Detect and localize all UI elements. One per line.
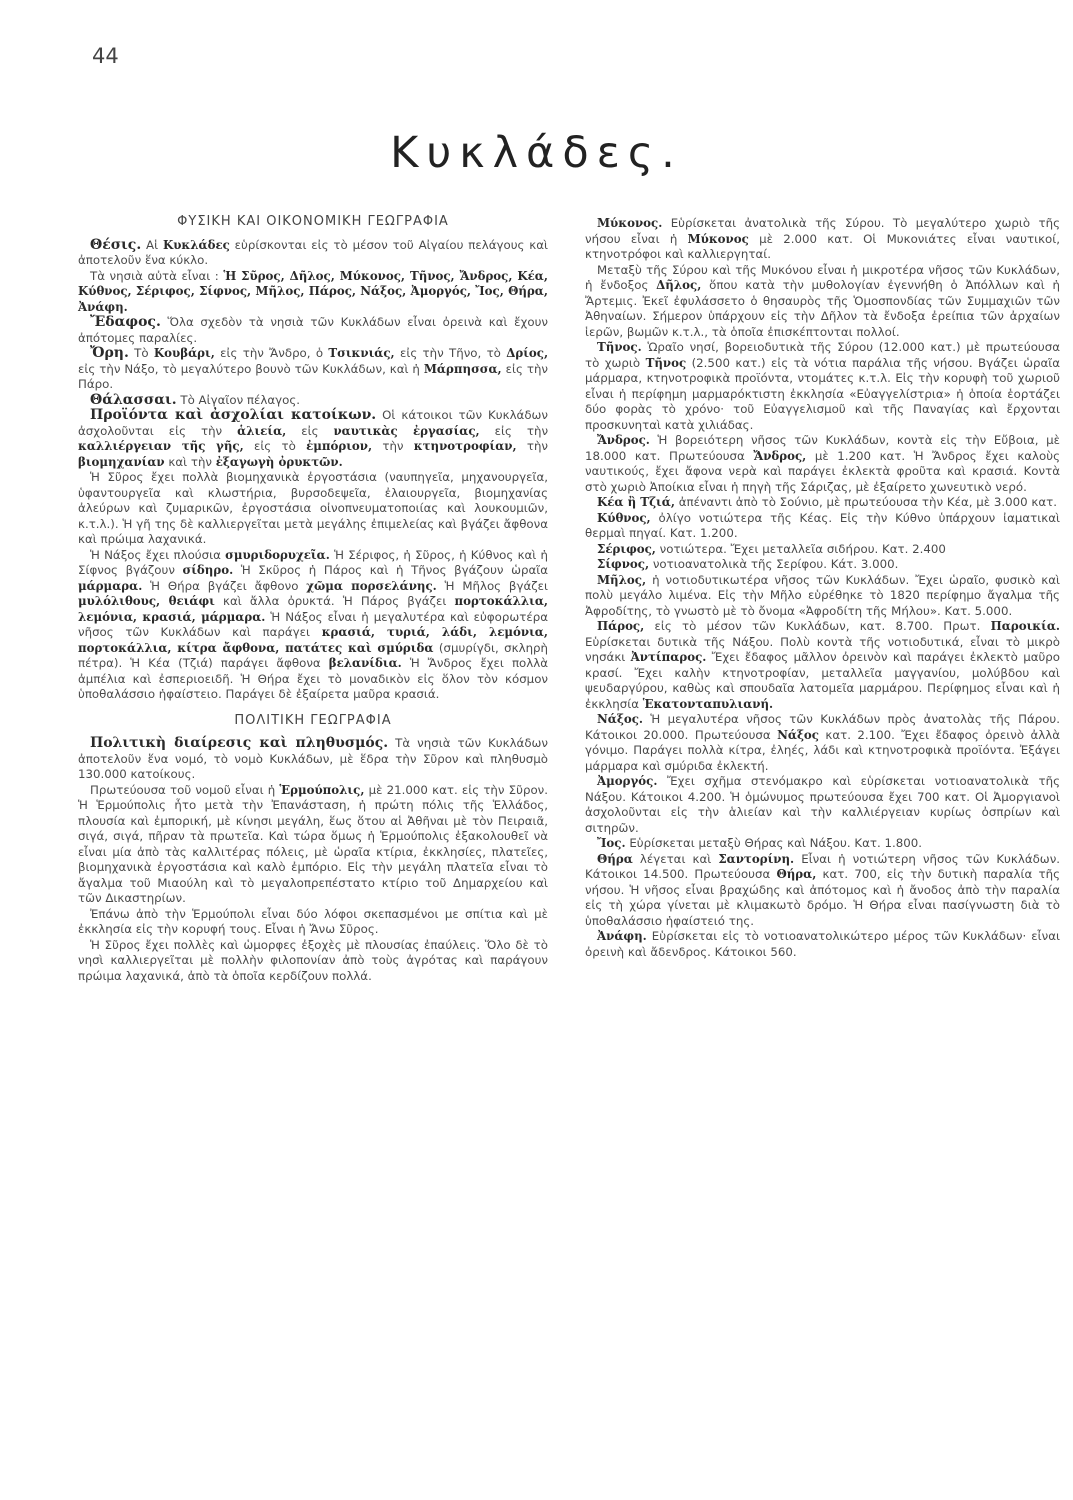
paragraph-milos: Μῆλος, ἡ νοτιοδυτικωτέρα νῆσος τῶν Κυκλάδων. Ἔχει ὡραῖο, φυσικὸ καὶ πολὺ μεγάλο λιμένα. Εἰς τὴν Μῆλο εὑρέθηκε τὸ 1820 περίφημο ἄγαλμα τῆς Ἀφροδίτης, τὸ γνωστὸ μὲ τὸ ὄνομα «Ἀφροδίτη τῆς Μήλου». Κατ. 5.000.: [585, 572, 1061, 618]
paragraph-political-division: Πολιτικὴ διαίρεσις καὶ πληθυσμός. Τὰ νησιὰ τῶν Κυκλάδων ἀποτελοῦν ἕνα νομό, τὸ νομὸ Κυκλάδων, μὲ ἕδρα τὴν Σῦρον καὶ πληθυσμὸ 130.000 κατοίκους.: [78, 735, 549, 781]
paragraph-ios: Ἴος. Εὑρίσκεται μεταξὺ Θήρας καὶ Νάξου. Κατ. 1.800.: [597, 836, 922, 850]
paragraph-syros-industry: Ἡ Σῦρος ἔχει πολλὰ βιομηχανικὰ ἐργοστάσια (ναυπηγεῖα, μηχανουργεῖα, ὑφαντουργεῖα καὶ κλωστήρια, βυρσοδεψεῖα, ἐλαιουργεῖα, βιομηχανίας ἀλεύρων καὶ ζυμαρικῶν, ἐργοστάσια οἰνοπνευματοποιίας καὶ λουκουμιῶν, κ.τ.λ.). Ἡ γῆ της δὲ καλλιεργεῖται μετὰ μεγάλης ἐπιμελείας καὶ βγάζει ἄφθονα καὶ πρώιμα λαχανικά.: [78, 470, 548, 546]
paragraph-islands: Τὰ νησιὰ αὐτὰ εἶναι : Ἡ Σῦρος, Δῆλος, Μύκονος, Τῆνος, Ἄνδρος, Κέα, Κύθνος, Σέριφος, Σίφνος, Μῆλος, Πάρος, Νάξος, Ἀμοργός, Ἴος, Θήρα, Ἀνάφη.: [78, 268, 548, 314]
paragraph-kythnos: Κύθνος, ὀλίγο νοτιώτερα τῆς Κέας. Εἰς τὴν Κύθνο ὑπάρχουν ἰαματικαὶ θερμαὶ πηγαί. Κατ. 1.200.: [585, 510, 1060, 540]
paragraph-delos: Μεταξὺ τῆς Σύρου καὶ τῆς Μυκόνου εἶναι ἡ μικροτέρα νῆσος τῶν Κυκλάδων, ἡ ἔνδοξος Δῆλος, ὅπου κατὰ τὴν μυθολογίαν ἐγεννήθη ὁ Ἀπόλλων καὶ ἡ Ἄρτεμις. Ἐκεῖ ἐφυλάσσετο ὁ θησαυρὸς τῆς Ὁμοσπονδίας τῶν Συμμαχιῶν τῶν Ἀθηναίων. Σήμερον ὑπάρχουν εἰς τὴν Δῆλον τὰ ἔνδοξα ἐρείπια τῶν ἀρχαίων ἱερῶν, βωμῶν κ.τ.λ., τὰ ὁποῖα ἐπισκέπτονται πολλοί.: [585, 262, 1061, 339]
paragraph-anafi: Ἀνάφη. Εὑρίσκεται εἰς τὸ νοτιοανατολικώτερο μέρος τῶν Κυκλάδων· εἶναι ὀρεινὴ καὶ ἄδενδρος. Κάτοικοι 560.: [585, 929, 1060, 959]
paragraph-seas: Θάλασσαι. Τὸ Αἰγαῖον πέλαγος.: [90, 391, 301, 408]
page-number: 44: [92, 44, 119, 68]
paragraph-thira: Θήρα λέγεται καὶ Σαντορίνη. Εἶναι ἡ νοτιώτερη νῆσος τῶν Κυκλάδων. Κάτοικοι 14.500. Πρωτεύουσα Θήρα, κατ. 700, εἰς τὴν δυτικὴ παραλία τῆς νήσου. Ἡ νῆσος εἶναι βραχώδης καὶ ἀπότομος καὶ ἡ ἄνοδος ἀπὸ τὴν παραλία εἰς τὴ χώρα γίνεται μὲ κλιμακωτὸ δρόμο. Ἡ Θήρα εἶναι πασίγνωστη διὰ τὸ ὑποθαλάσσιο ἡφαίστειό της.: [585, 851, 1061, 928]
paragraph-amorgos: Ἀμοργός. Ἔχει σχῆμα στενόμακρο καὶ εὑρίσκεται νοτιοανατολικὰ τῆς Νάξου. Κάτοικοι 4.200. Ἡ ὁμώνυμος πρωτεύουσα ἔχει 700 κατ. Οἱ Ἀμοργιανοὶ ἀσχολοῦνται εἰς τὴν ἁλιείαν καὶ τὴν καλλιέργειαν κυρίως ὀσπρίων καὶ σιτηρῶν.: [585, 774, 1060, 835]
paragraph-mykonos: Μύκονος. Εὑρίσκεται ἀνατολικὰ τῆς Σύρου. Τὸ μεγαλύτερο χωριὸ τῆς νήσου εἶναι ἡ Μύκονος μὲ 2.000 κατ. Οἱ Μυκονιάτες εἶναι ναυτικοί, κτηνοτρόφοι καὶ καλλιεργηταί.: [585, 216, 1061, 261]
paragraph-sifnos: Σίφνος, νοτιοανατολικὰ τῆς Σερίφου. Κάτ. 3.000.: [597, 557, 899, 571]
section-heading-political: ΠΟΛΙΤΙΚΗ ΓΕΩΓΡΑΦΙΑ: [234, 712, 392, 728]
paragraph-tinos: Τῆνος. Ὡραῖο νησί, βορειοδυτικὰ τῆς Σύρου (12.000 κατ.) μὲ πρωτεύουσα τὸ χωριὸ Τῆνος (2.500 κατ.) εἰς τὰ νότια παράλια τῆς νήσου. Βγάζει ὡραῖα μάρμαρα, κτηνοτροφικὰ προϊόντα, ντομάτες κ.τ.λ. Εἰς τὴν κορυφὴ τοῦ χωριοῦ εἶναι ἡ περίφημη μαρμαρόκτιστη ἐκκλησία «Εὐαγγελίστρια» ἡ ὁποία ἑορτάζει δύο φορὰς τὸ χρόνο· τοῦ Εὐαγγελισμοῦ καὶ τῆς Παναγίας καὶ ἔρχονται προσκυνηταὶ κατὰ χιλιάδας.: [585, 340, 1061, 432]
section-heading-physical: ΦΥΣΙΚΗ ΚΑΙ ΟΙΚΟΝΟΜΙΚΗ ΓΕΩΓΡΑΦΙΑ: [177, 214, 449, 229]
right-column: [585, 216, 1060, 960]
paragraph-naxos: Νάξος. Ἡ μεγαλυτέρα νῆσος τῶν Κυκλάδων πρὸς ἀνατολὰς τῆς Πάρου. Κάτοικοι 20.000. Πρωτεύουσα Νάξος κατ. 2.100. Ἔχει ἔδαφος ὀρεινὸ ἀλλὰ γόνιμο. Παράγει πολλὰ κίτρα, ἐληές, λάδι καὶ κτηνοτροφικὰ προϊόντα. Ἐξάγει μάρμαρα καὶ σμύριδα ἐκλεκτή.: [585, 712, 1060, 773]
paragraph-andros: Ἄνδρος. Ἡ βορειότερη νῆσος τῶν Κυκλάδων, κοντὰ εἰς τὴν Εὔβοια, μὲ 18.000 κατ. Πρωτεύουσα Ἄνδρος, μὲ 1.200 κατ. Ἡ Ἄνδρος ἔχει καλοὺς ναυτικούς, ἔχει ἄφονα νερὰ καὶ παράγει ἐκλεκτὰ φροῦτα καὶ κρασιά. Κοντὰ στὸ χωριὸ Ἀποίκια εἶναι ἡ πηγὴ τῆς Σάριζας, μὲ ἐξαίρετο χωνευτικὸ νερό.: [585, 433, 1061, 494]
paragraph-paros: Πάρος, εἰς τὸ μέσον τῶν Κυκλάδων, κατ. 8.700. Πρωτ. Παροικία. Εὑρίσκεται δυτικὰ τῆς Νάξου. Πολὺ κοντὰ τῆς νοτιοδυτικά, εἶναι τὸ μικρὸ νησάκι Ἀντίπαρος. Ἔχει ἔδαφος μᾶλλον ὀρεινὸν καὶ παράγει ἐκλεκτὸ μαῦρο κρασί. Ἔχει καλὴν κτηνοτροφίαν, μεταλλεῖα μαγγανίου, μολύβδου καὶ ψευδαργύρου, καθὼς καὶ σπουδαῖα λατομεῖα μαρμάρου. Περίφημος εἶναι καὶ ἡ ἐκκλησία Ἑκατονταπυλιανή.: [585, 619, 1061, 711]
paragraph-capital: Πρωτεύουσα τοῦ νομοῦ εἶναι ἡ Ἑρμούπολις, μὲ 21.000 κατ. εἰς τὴν Σῦρον. Ἡ Ἑρμούπολις ἦτο μετὰ τὴν Ἐπανάσταση, ἡ πρώτη πόλις τῆς Ἑλλάδος, πλουσία καὶ ἐμπορική, μὲ κίνησι μεγάλη, ἕως ὅτου αἱ Ἀθῆναι μὲ τὸν Πειραιᾶ, σιγά, σιγά, πῆραν τὰ πρωτεῖα. Καὶ τώρα ὅμως ἡ Ἑρμούπολις ἐξακολουθεῖ νὰ εἶναι μία ἀπὸ τὰς καλλιτέρας πόλεις, μὲ ὡραῖα κτίρια, ἐκκλησίες, πλατεῖες, βιομηχανικὰ ἐργοστάσια καὶ καλὸ ἐμπόριο. Εἰς τὴν μεγάλη πλατεῖα εἶναι τὸ ἄγαλμα τοῦ Μιαούλη καὶ τὸ μεγαλοπρεπέστατο κτίριο τοῦ Δημαρχείου καὶ τῶν Δικαστηρίων.: [78, 782, 548, 905]
paragraph-hills: Ἐπάνω ἀπὸ τὴν Ἑρμούπολι εἶναι δύο λόφοι σκεπασμένοι με σπίτια καὶ μὲ ἐκκλησία εἰς τὴν κορυφή τους. Εἶναι ἡ Ἄνω Σῦρος.: [78, 906, 548, 936]
paragraph-mountains: Ὄρη. Τὸ Κουβάρι, εἰς τὴν Ἄνδρο, ὁ Τσικνιάς, εἰς τὴν Τῆνο, τὸ Δρίος, εἰς τὴν Νάξο, τὸ μεγαλύτερο βουνὸ τῶν Κυκλάδων, καὶ ἡ Μάρπησσα, εἰς τὴν Πάρο.: [78, 345, 549, 391]
paragraph-suburbs: Ἡ Σῦρος ἔχει πολλὲς καὶ ὡμορφες ἐξοχὲς μὲ πλουσίας ἐπαύλεις. Ὅλο δὲ τὸ νησὶ καλλιεργεῖται μὲ πολλὴν φιλοπονίαν ἀπὸ τοὺς ἀγρότας καὶ παράγουν πρώιμα λαχανικά, ἀπὸ τὰ ὁποῖα κερδίζουν πολλά.: [78, 937, 548, 983]
page-title: Κυκλάδες.: [390, 128, 683, 178]
paragraph-serifos: Σέριφος, νοτιώτερα. Ἔχει μεταλλεῖα σιδήρου. Κατ. 2.400: [597, 541, 946, 556]
left-column: [78, 214, 548, 984]
paragraph-thesis: Θέσις. Αἱ Κυκλάδες εὑρίσκονται εἰς τὸ μέσον τοῦ Αἰγαίου πελάγους καὶ ἀποτελοῦν ἕνα κύκλο.: [78, 236, 549, 267]
label-thesis: Θέσις.: [90, 236, 142, 253]
paragraph-minerals: Ἡ Νάξος ἔχει πλούσια σμυριδορυχεῖα. Ἡ Σέριφος, ἡ Σῦρος, ἡ Κύθνος καὶ ἡ Σίφνος βγάζουν σίδηρο. Ἡ Σκῦρος ἡ Πάρος καὶ ἡ Τῆνος βγάζουν ὡραῖα μάρμαρα. Ἡ Θήρα βγάζει ἄφθονο χῶμα πορσελάνης. Ἡ Μῆλος βγάζει μυλόλιθους, θειάφι καὶ ἄλλα ὀρυκτά. Ἡ Πάρος βγάζει πορτοκάλλια, λεμόνια, κρασιά, μάρμαρα. Ἡ Νάξος εἶναι ἡ μεγαλυτέρα καὶ εὐφορωτέρα νῆσος τῶν Κυκλάδων καὶ παράγει κρασιά, τυριά, λάδι, λεμόνια, πορτοκάλλια, κίτρα ἄφθονα, πατάτες καὶ σμύριδα (σμυρίγδι, σκληρὴ πέτρα). Ἡ Κέα (Τζιά) παράγει ἄφθονα βελανίδια. Ἡ Ἄνδρος ἔχει πολλὰ ἀμπέλια καὶ ἐσπεριοειδῆ. Ἡ Θήρα ἔχει τὸ μοναδικὸν εἰς ὅλον τὸν κόσμον ὑποθαλάσσιο ἡφαίστειο. Παράγει δὲ ἐξαίρετα μαῦρα κρασιά.: [78, 547, 549, 701]
paragraph-products: Προϊόντα καὶ ἀσχολίαι κατοίκων. Οἱ κάτοικοι τῶν Κυκλάδων ἀσχολοῦνται εἰς τὴν ἁλιεία, εἰς ναυτικὰς ἐργασίας, εἰς τὴν καλλιέργειαν τῆς γῆς, εἰς τὸ ἐμπόριον, τὴν κτηνοτροφίαν, τὴν βιομηχανίαν καὶ τὴν ἐξαγωγὴ ὀρυκτῶν.: [78, 407, 549, 469]
paragraph-kea: Κέα ἢ Τζιά, ἀπέναντι ἀπὸ τὸ Σούνιο, μὲ πρωτεύουσα τὴν Κέα, μὲ 3.000 κατ.: [597, 495, 1057, 509]
paragraph-terrain: Ἔδαφος. Ὅλα σχεδὸν τὰ νησιὰ τῶν Κυκλάδων εἶναι ὀρεινὰ καὶ ἔχουν ἀπότομες παραλίες.: [78, 314, 548, 345]
